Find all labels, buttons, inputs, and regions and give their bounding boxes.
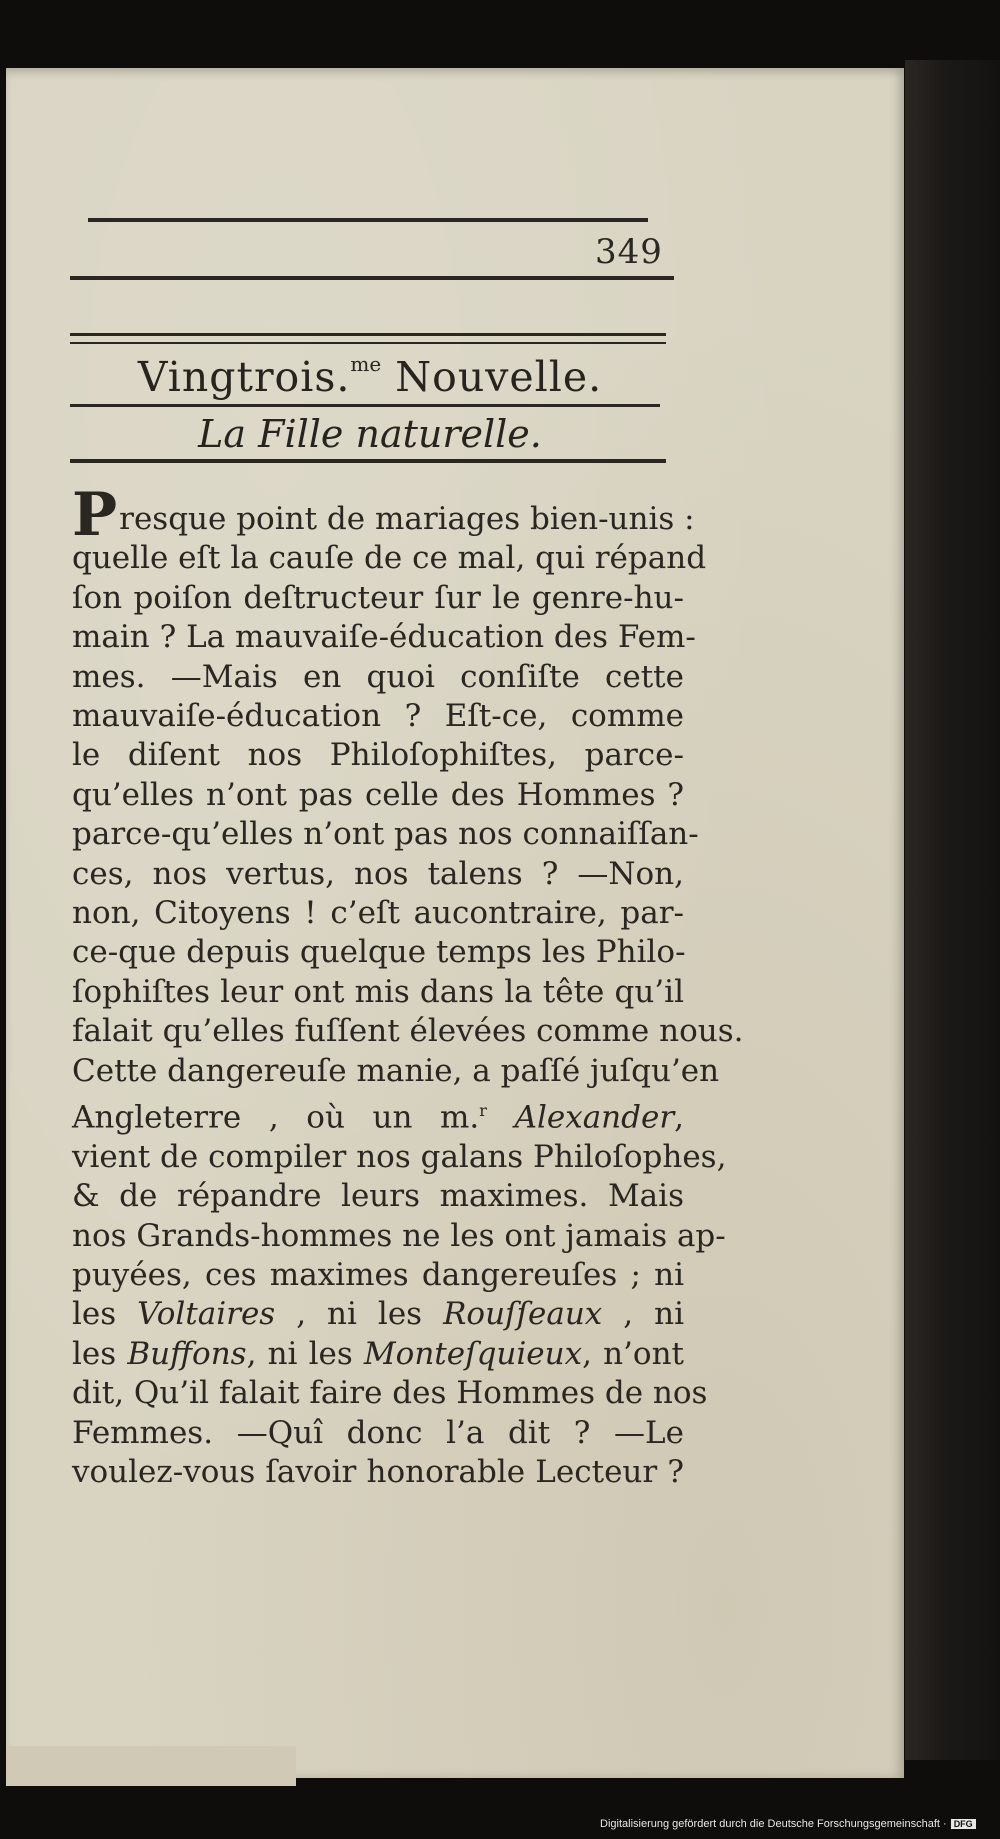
page-bottom-edge <box>6 1746 296 1786</box>
digitization-credit: Digitalisierung gefördert durch die Deutsche Forschungsgemeinschaft · DFG <box>600 1818 976 1830</box>
text-line-4: main ? La mauvaiſe-éducation des Fem- <box>72 619 696 656</box>
top-rule <box>88 218 648 222</box>
text-line-17: vient de compiler nos galans Philoſophes, <box>72 1138 727 1175</box>
dfg-logo: DFG <box>951 1819 976 1829</box>
heading-superscript: me <box>350 352 382 376</box>
heading-rule-bottom <box>70 459 666 463</box>
heading-rest: Nouvelle. <box>381 353 603 401</box>
text-line-6: mauvaiſe-éducation ? Eſt-ce, comme <box>72 698 684 735</box>
text-line-9: parce-qu’elles n’ont pas nos connaiſſan- <box>72 816 699 853</box>
chapter-subtitle: La Fille naturelle. <box>198 412 542 456</box>
text-line-18: & de répandre leurs maximes. Mais <box>72 1178 684 1215</box>
page-number-rule <box>70 276 674 280</box>
text-line-15: Cette dangereuſe manie, a paſſé juſqu’en <box>72 1052 720 1089</box>
heading-main: Vingtrois. <box>137 353 351 401</box>
body-text <box>72 480 744 1492</box>
background-book-edge <box>905 60 1000 1760</box>
text-line-10: ces, nos vertus, nos talens ? —Non, <box>72 855 684 892</box>
text-line-13: ſophiſtes leur ont mis dans la tête qu’il <box>72 973 684 1010</box>
text-line-2: quelle eſt la cauſe de ce mal, qui répand <box>72 540 707 577</box>
text-line-14: falait qu’elles fuſſent élevées comme nous. <box>72 1013 744 1050</box>
text-line-1: Presque point de mariages bien-unis : <box>72 480 695 550</box>
chapter-heading <box>70 352 670 401</box>
text-line-23: dit, Qu’il falait faire des Hommes de nos <box>72 1375 708 1412</box>
text-line-22: les Buffons, ni les Monteſquieux, n’ont <box>72 1335 684 1372</box>
heading-rule-middle <box>70 404 660 407</box>
dropcap: P <box>72 480 118 550</box>
heading-rule-top-2 <box>70 342 666 344</box>
text-line-7: le diſent nos Philoſophiſtes, parce- <box>72 737 684 774</box>
text-line-21: les Voltaires , ni les Rouſſeaux , ni <box>72 1296 684 1333</box>
page-number: 349 <box>595 232 663 272</box>
text-line-25: voulez-vous ſavoir honorable Lecteur ? <box>72 1454 684 1491</box>
text-line-5: mes. —Mais en quoi conſiſte cette <box>72 658 684 695</box>
text-line-12: ce-que depuis quelque temps les Philo- <box>72 934 686 971</box>
text-line-16: Angleterre , où un m.$^r$ Alexander, <box>72 1099 685 1136</box>
text-line-19: nos Grands-hommes ne les ont jamais ap- <box>72 1217 726 1254</box>
text-line-8: qu’elles n’ont pas celle des Hommes ? <box>72 776 684 813</box>
text-line-20: puyées, ces maximes dangereuſes ; ni <box>72 1257 684 1294</box>
text-line-24: Femmes. —Quî donc l’a dit ? —Le <box>72 1414 684 1451</box>
text-line-11: non, Citoyens ! c’eſt aucontraire, par- <box>72 895 684 932</box>
text-line-3: ſon poiſon deſtructeur ſur le genre-hu- <box>72 579 684 616</box>
heading-rule-top-1 <box>70 333 666 336</box>
